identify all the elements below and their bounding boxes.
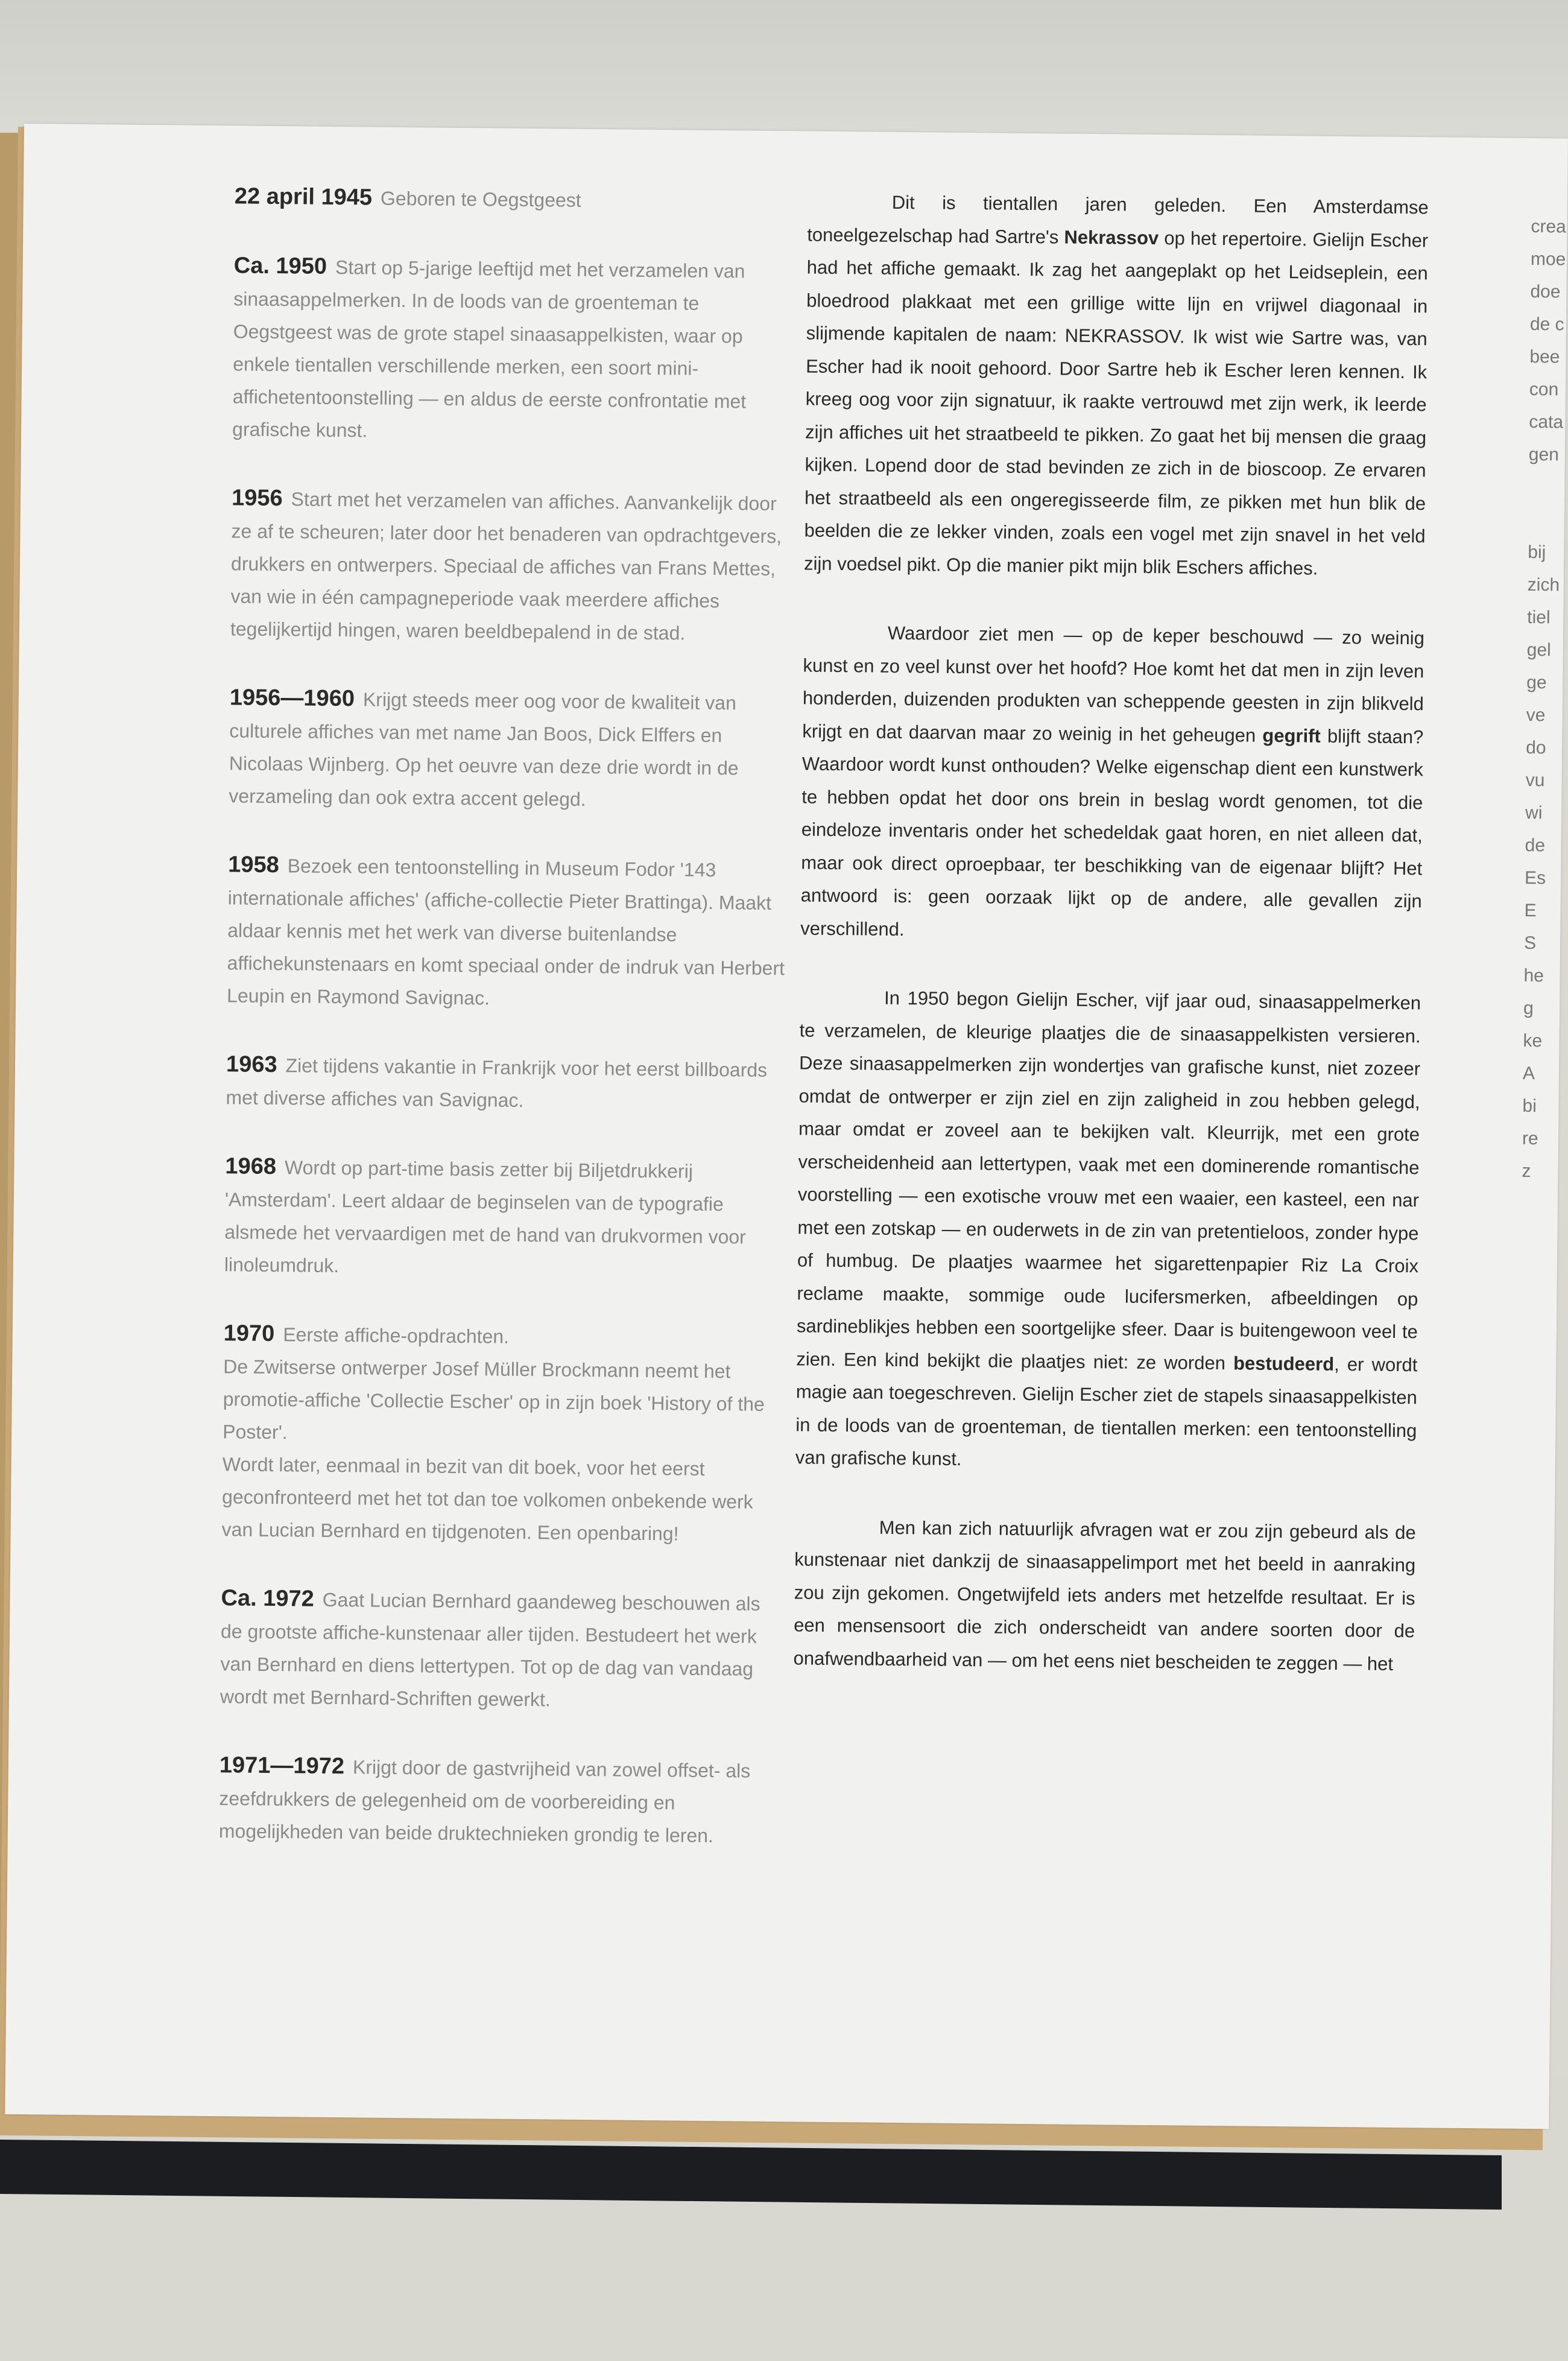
timeline-year: 1968 (225, 1153, 277, 1180)
book-page (5, 124, 1568, 2129)
essay-paragraph (793, 1510, 1416, 1681)
timeline-entry (235, 180, 795, 218)
timeline-description: Wordt op part-time basis zetter bij Biljetdrukkerij 'Amsterdam'. Leert aldaar de beginselen van de typografie alsmede het vervaardigen met de hand van drukvormen voor linoleumdruk. (224, 1156, 746, 1277)
edge-fragment: re (1522, 1128, 1538, 1149)
timeline-entry (224, 1150, 786, 1286)
timeline-year: 22 april 1945 (234, 183, 373, 211)
emphasized-word: bestudeerd (1233, 1352, 1335, 1375)
timeline-description: Start met het verzamelen van affiches. Aanvankelijk door ze af te scheuren; later door het benaderen van opdrachtgevers, drukkers en ontwerpers. Speciaal de affiches van Frans Mettes, van wie in één campagneperiode vaak meerdere affiches tegelijkertijd hingen, waren beeldbepalend in de stad. (230, 488, 782, 644)
edge-fragment (1528, 471, 1565, 504)
edge-fragment: z (1522, 1161, 1531, 1182)
essay-paragraph (804, 185, 1429, 586)
next-page-edge-text (1522, 211, 1567, 1188)
edge-fragment: gel (1526, 639, 1551, 661)
edge-fragment: S (1523, 933, 1537, 954)
edge-fragment: Es (1524, 867, 1546, 889)
edge-fragment: moe (1530, 249, 1566, 270)
edge-fragment: bee (1529, 346, 1560, 367)
edge-fragment: E (1524, 900, 1537, 921)
edge-fragment: A (1522, 1063, 1535, 1084)
edge-fragment: g (1523, 998, 1534, 1019)
edge-fragment: do (1526, 737, 1546, 758)
timeline-description: Krijgt steeds meer oog voor de kwaliteit van culturele affiches van met name Jan Boos, Dick Elffers en Nicolaas Wijnberg. Op het oeuvre van deze drie wordt in de verzameling dan ook extra accent gelegd. (229, 688, 739, 810)
paragraph-text: Dit is tientallen jaren geleden. Een Amsterdamse toneelgezelschap had Sartre's (807, 191, 1429, 248)
timeline-entry-text (229, 681, 791, 817)
edge-fragment: wi (1525, 802, 1543, 823)
timeline-description: De Zwitserse ontwerper Josef Müller Brockmann neemt het promotie-affiche 'Collectie Escher' op in zijn boek 'History of the Poster'. (223, 1355, 765, 1444)
timeline-year: 1956 (231, 485, 283, 512)
timeline-entry (226, 1048, 787, 1119)
timeline-column (218, 180, 795, 1889)
timeline-year: Ca. 1950 (233, 253, 327, 279)
timeline-year: 1963 (226, 1051, 277, 1078)
timeline-entry-text (221, 1448, 783, 1551)
timeline-entry (232, 249, 795, 451)
timeline-entry-text (223, 1350, 785, 1453)
paragraph-text: Waardoor ziet men — op de keper beschouwd — zo weinig kunst en zo veel kunst over het hoofd? Hoe komt het dat men in zijn leven honderden, duizenden produkten van scheppende geesten in zijn blikveld krijgt en dat daarvan maar zo weinig in het geheugen (802, 622, 1425, 746)
timeline-description: Ziet tijdens vakantie in Frankrijk voor het eerst billboards met diverse affiches van Savignac. (226, 1054, 768, 1112)
timeline-entry (229, 681, 791, 817)
timeline-description: Krijgt door de gastvrijheid van zowel offset- als zeefdrukkers de gelegenheid om de voorbereiding en mogelijkheden van beide druktechnieken grondig te leren. (218, 1756, 751, 1847)
timeline-entry-text (226, 1048, 787, 1119)
timeline-description: Geboren te Oegstgeest (380, 187, 581, 211)
timeline-entry (220, 1582, 782, 1718)
timeline-year: 1971—1972 (219, 1752, 345, 1779)
edge-fragment: ge (1526, 672, 1547, 693)
timeline-entry-text (235, 180, 795, 218)
timeline-description: Gaat Lucian Bernhard gaandeweg beschouwen als de grootste affiche-kunstenaar aller tijden. Bestudeert het werk van Bernhard en diens lettertypen. Tot op de dag van vandaag wordt met Bernhard-Schriften gewerkt. (220, 1588, 760, 1711)
timeline-entry (221, 1317, 785, 1551)
timeline-year: 1958 (228, 852, 279, 878)
timeline-description: Eerste affiche-opdrachten. (283, 1323, 510, 1348)
timeline-entry-text (224, 1150, 786, 1286)
timeline-entry (219, 1749, 781, 1852)
paragraph-text: In 1950 begon Gielijn Escher, vijf jaar oud, sinaasappelmerken te verzamelen, de kleurige plaatjes die de sinaasappelkisten versieren. Deze sinaasappelmerken zijn wondertjes van grafische kunst, niet zozeer omdat de ontwerper er zijn ziel en zijn zaligheid in zou hebben gelegd, maar omdat er zoveel aan te bekijken valt. Kleurrijk, met een grote verscheidenheid aan lettertypen, vaak met een dominerende romantische voorstelling — een exotische vrouw met een waaier, een kasteel, een nar met een zotskap — en ouderwets in de zin van pretentieloos, zonder hype of humbug. De plaatjes waarmee het sigarettenpapier Riz La Croix reclame maakte, sommige oude lucifersmerken, afbeeldingen op sardineblikjes hebben een soortgelijke sfeer. Daar is buitengewoon veel te zien. Een kind bekijkt die plaatjes niet: ze worden (796, 987, 1421, 1374)
edge-fragment: crea (1531, 216, 1566, 237)
essay-column (793, 185, 1429, 1717)
timeline-entry-text (223, 1317, 784, 1355)
edge-fragment: con (1529, 379, 1559, 400)
edge-fragment: de c (1529, 314, 1564, 335)
edge-fragment: ve (1526, 705, 1546, 726)
essay-paragraph (795, 981, 1421, 1480)
timeline-description: Start op 5-jarige leeftijd met het verzamelen van sinaasappelmerken. In de loods van de groenteman te Oegstgeest was de grote stapel sinaasappelkisten, waar op enkele tientallen verschillende merken, een soort mini-affichetentoonstelling — en aldus de eerste confrontatie met grafische kunst. (232, 256, 747, 442)
paragraph-text: Men kan zich natuurlijk afvragen wat er zou zijn gebeurd als de kunstenaar niet dankzij de sinaasappelimport met het beeld in aanraking zou zijn gekomen. Ongetwijfeld iets anders met hetzelfde resultaat. Er is een mensensoort die zich onderscheidt van andere soorten door de onafwendbaarheid van — om het eens niet bescheiden te zeggen — het (793, 1516, 1416, 1675)
timeline-entry (227, 848, 789, 1017)
timeline-description: Wordt later, eenmaal in bezit van dit boek, voor het eerst geconfronteerd met het tot dan toe volkomen onbekende werk van Lucian Bernhard en tijdgenoten. Een openbaring! (221, 1453, 753, 1545)
timeline-entry-text (227, 848, 789, 1017)
edge-fragment: he (1523, 965, 1544, 986)
edge-fragment: vu (1525, 770, 1545, 791)
edge-fragment: ke (1523, 1030, 1543, 1051)
timeline-entry-text (230, 481, 793, 650)
edge-fragment: de (1525, 835, 1546, 856)
paragraph-text: op het repertoire. Gielijn Escher had het affiche gemaakt. Ik zag het aangeplakt op het Leidseplein, een bloedrood plakkaat met een grillige witte lijn en vrijwel diagonaal in slijmende kapitalen de naam: NEKRASSOV. Ik wist wie Sartre was, van Escher had ik nooit gehoord. Door Sartre heb ik Escher leren kennen. Ik kreeg oog voor zijn signatuur, ik raakte vertrouwd met zijn werk, ik leerde zijn affiches uit het straatbeeld te pikken. Zo gaat het bij mensen die graag kijken. Lopend door de stad bevinden ze zich in de bioscoop. Ze ervaren het straatbeeld als een ongeregisseerde film, ze pikken met hun blik de beelden die ze lekker vinden, zoals een vogel met zijn snavel in het veld zijn voedsel pikt. Op die manier pikt mijn blik Eschers affiches. (803, 227, 1429, 579)
emphasized-word: gegrift (1262, 724, 1321, 747)
emphasized-word: Nekrassov (1064, 226, 1159, 249)
timeline-year: 1970 (223, 1320, 275, 1347)
paragraph-text: blijft staan? Waardoor wordt kunst onthouden? Welke eigenschap dient een kunstwerk te hebben opdat het door ons brein in beslag wordt genomen, tot die eindeloze inventaris onder het schedeldak gaat horen, en niet alleen dat, maar ook direct oproepbaar, ter beschikking van de eigenaar blijft? Het antwoord is: geen oorzaak lijkt op de andere, alle gevallen zijn verschillend. (800, 725, 1424, 940)
paragraph-text: , er wordt magie aan toegeschreven. Gielijn Escher ziet de stapels sinaasappelkisten in de loods van de groenteman, de tientallen merken: een tentoonstelling van grafische kunst. (795, 1353, 1418, 1470)
timeline-year: Ca. 1972 (221, 1585, 314, 1612)
timeline-entry-text (232, 249, 795, 451)
timeline-entry-text (220, 1582, 782, 1718)
edge-fragment (1528, 504, 1565, 537)
edge-fragment: cata (1529, 411, 1564, 433)
essay-paragraph (800, 616, 1424, 951)
edge-fragment: bij (1528, 542, 1546, 563)
edge-fragment: doe (1530, 281, 1561, 302)
timeline-entry-text (219, 1749, 781, 1852)
timeline-description: Bezoek een tentoonstelling in Museum Fodor '143 internationale affiches' (affiche-collectie Pieter Brattinga). Maakt aldaar kennis met het werk van diverse buitenlandse affichekunstenaars en komt speciaal onder de indruk van Herbert Leupin en Raymond Savignac. (226, 855, 785, 1009)
edge-fragment: bi (1522, 1095, 1537, 1117)
timeline-year: 1956—1960 (229, 685, 355, 712)
edge-fragment: zich (1527, 574, 1560, 595)
timeline-entry (230, 481, 793, 650)
edge-fragment: tiel (1527, 607, 1551, 628)
edge-fragment: gen (1528, 444, 1560, 465)
